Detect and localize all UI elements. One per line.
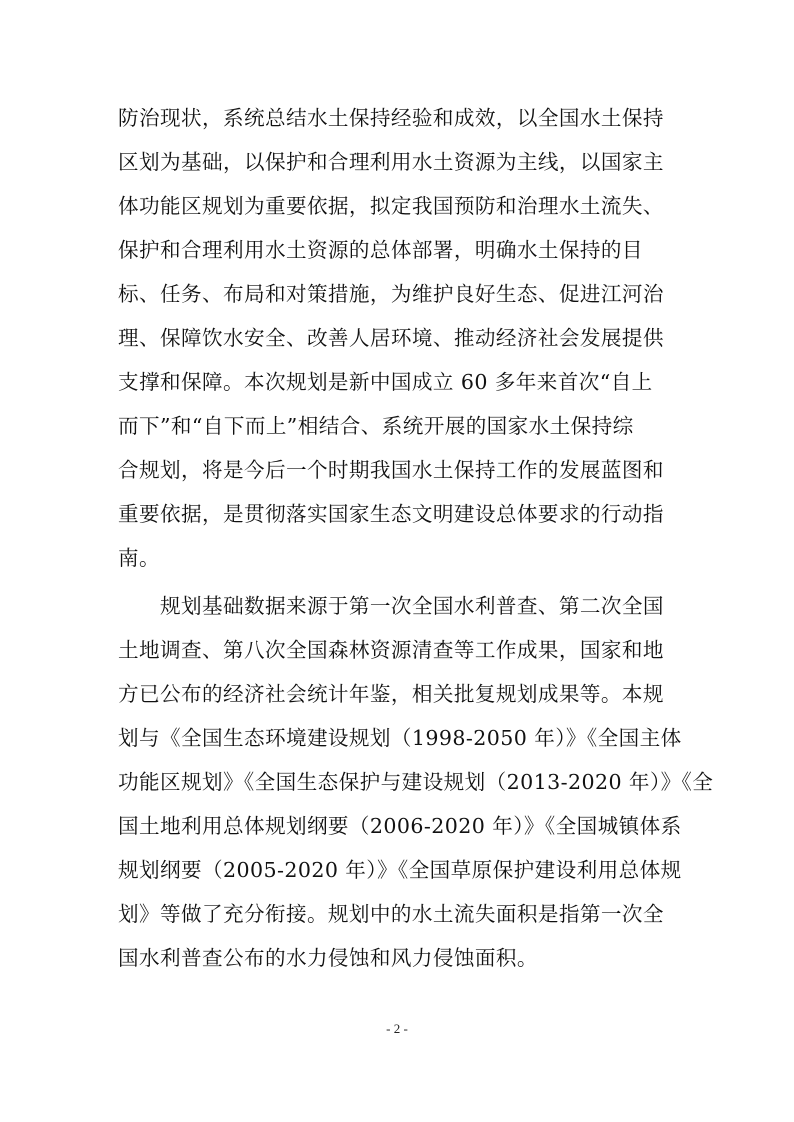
- paragraph-1-line-2: 区划为基础，以保护和合理利用水土资源为主线，以国家主: [118, 150, 664, 174]
- paragraph-1-line-4: 保护和合理利用水土资源的总体部署，明确水土保持的目: [118, 238, 643, 262]
- paragraph-2-line-3: 方已公布的经济社会统计年鉴，相关批复规划成果等。本规: [118, 682, 664, 706]
- paragraph-1-line-8: 而下”和“自下而上”相结合、系统开展的国家水土保持综: [118, 414, 634, 438]
- paragraph-1-line-5: 标、任务、布局和对策措施，为维护良好生态、促进江河治: [118, 282, 664, 306]
- paragraph-1-line-10: 重要依据，是贯彻落实国家生态文明建设总体要求的行动指: [118, 502, 664, 526]
- page-number: - 2 -: [386, 1021, 408, 1036]
- paragraph-1-line-7: 支撑和保障。本次规划是新中国成立 60 多年来首次“自上: [118, 370, 653, 394]
- paragraph-1-line-6: 理、保障饮水安全、改善人居环境、推动经济社会发展提供: [118, 326, 664, 350]
- paragraph-2-line-2: 土地调查、第八次全国森林资源清查等工作成果，国家和地: [118, 638, 664, 662]
- paragraph-2-line-1: 规划基础数据来源于第一次全国水利普查、第二次全国: [118, 594, 664, 618]
- paragraph-1-line-3: 体功能区规划为重要依据，拟定我国预防和治理水土流失、: [118, 194, 664, 218]
- paragraph-2-line-6: 国土地利用总体规划纲要（2006-2020 年）》《全国城镇体系: [118, 814, 682, 838]
- paragraph-2-line-4: 划与《全国生态环境建设规划（1998-2050 年）》《全国主体: [118, 726, 682, 750]
- paragraph-2-line-8: 划》等做了充分衔接。规划中的水土流失面积是指第一次全: [118, 902, 664, 926]
- paragraph-2-line-5: 功能区规划》《全国生态保护与建设规划（2013-2020 年）》《全: [118, 770, 714, 794]
- paragraph-2-line-9: 国水利普查公布的水力侵蚀和风力侵蚀面积。: [118, 946, 538, 970]
- paragraph-1-line-11: 南。: [118, 546, 160, 570]
- paragraph-1-line-1: 防治现状，系统总结水土保持经验和成效，以全国水土保持: [118, 106, 664, 130]
- paragraph-2-line-7: 规划纲要（2005-2020 年）》《全国草原保护建设利用总体规: [118, 858, 682, 882]
- paragraph-1-line-9: 合规划，将是今后一个时期我国水土保持工作的发展蓝图和: [118, 458, 664, 482]
